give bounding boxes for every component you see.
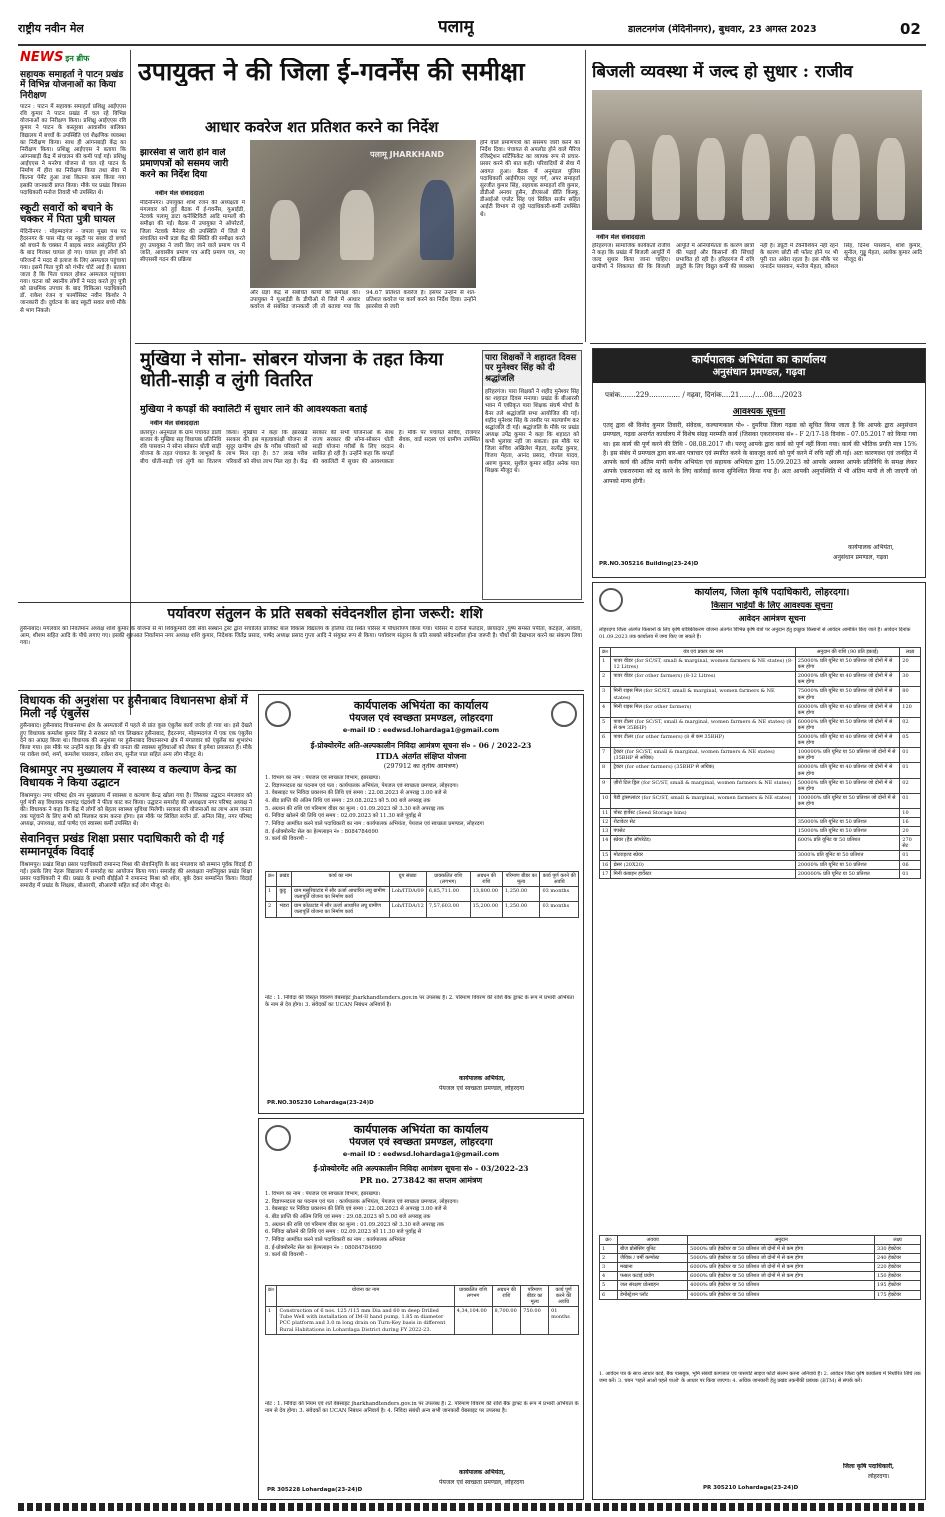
bijli-bottom-rule	[590, 343, 926, 344]
table-cell: 200000% प्रति यूनिट या 50 प्रतिशत	[795, 869, 900, 878]
lead-body-2: और प्रज्ञा केंद्र से संबंधित कार्यों की समीक्षा की। उपायुक्त ने यूआईडी के डीपीओ से जिले में आधार कवरेज से संबंधित जानकारी ली तो बताया गया कि 94.67 प्रतिशत कवरेज है। इसपर उन्होंने से शत-प्रतिशत कवरेज पर कार्य करने का निर्देश दिया। उन्होंने झारसेवा से जारी	[250, 290, 476, 311]
garhwa-pr: PR.NO.305216 Building(23-24)D	[599, 561, 699, 567]
table-cell: 03 months	[540, 902, 579, 917]
notice-item: 8. ई-प्रोक्योरमेंट सेल का हेल्पलाइन नं० : 8084784690	[265, 828, 379, 835]
table-cell: Construction of 6 nos. 125 /115 mm Dia and 60 m deep Drilled Tube Well with installation of IM-II hand pump, 1.85 m diameter PCC platform and 3.0 m long drain on Turn-Key basis in different Rural Habitations in Lohardaga District during FY 2022-23.	[277, 1307, 454, 1334]
table-cell: 12	[600, 818, 611, 827]
mukhiya-byline: नवीन मेल संवाददाता	[150, 420, 199, 427]
table-cell: मखाना	[618, 1263, 688, 1272]
table-row	[600, 1281, 921, 1290]
table-cell: 05	[900, 733, 921, 748]
table-cell: 3	[600, 1263, 618, 1272]
table-header-cell: परिमाण बीडर का मूल्य	[521, 1286, 549, 1307]
table-cell: रोटावेटर सेट	[611, 818, 795, 827]
notice-item: 4. बीड प्राप्ति की अंतिम तिथि एवं समय : 29.08.2023 को 5.00 बजे अपराह्न तक	[265, 1214, 431, 1221]
news-brief-logo	[20, 50, 126, 66]
table-cell: 4,34,104.00	[454, 1307, 492, 1334]
para-body: हरिहरगंज। पारा शिक्षकों ने शहीद मुनेश्वर सिंह का शहादत दिवस मनाया। प्रखंड के बीआरसी भवन में एकीकृत पारा शिक्षक संघर्ष मोर्चा के बैनर तले श्रद्धांजलि सभा आयोजित की गई। शहीद मुनेश्वर सिंह के तस्वीर पर माल्यार्पण कर श्रद्धांजलि दी गई। श्रद्धांजलि के मौके पर प्रखंड अध्यक्ष उपेंद्र कुमार ने कहा कि शहादत को कभी भुलाया नहीं जा सकता। इस मौके पर जिला सचिव अखिलेश मेहता, सत्येंद्र कुमार, विजय मेहता, आनंद प्रसाद, गोपाल यादव, अरुण कुमार, सुशील कुमार सहित अनेक पारा शिक्षक मौजूद थे।	[485, 389, 579, 474]
krishi-table-2	[599, 1235, 921, 1300]
bijli-headline: बिजली व्यवस्था में जल्द हो सुधार : राजीव	[592, 62, 853, 82]
table-row	[600, 717, 921, 732]
table-header-cell: अनुदान की राशि (90 प्रति इकाई)	[795, 648, 900, 657]
table-row	[266, 1307, 579, 1334]
notice-item: 6. निविदा खोलने की तिथि एवं समय : 02.09.2023 को 11.30 बजे पूर्वाह्न से	[265, 813, 422, 820]
table-cell: 06	[900, 860, 921, 869]
table-header-cell: क्र०	[266, 1286, 277, 1307]
mukhiya-subhead: मुखिया ने कपड़ों की क्वालिटी में सुधार लाने की आवश्यकता बताई	[140, 404, 368, 415]
notice-item: 1. विभाग का नाम : पेयजल एवं स्वच्छता विभाग, झारखण्ड।	[265, 775, 381, 781]
table-row	[600, 869, 921, 878]
notice-item: 7. निविदा आमंत्रित करने वाले पदाधिकारी का नाम : कार्यपालक अभियंता, पेयजल एवं स्वच्छता प्रमण्डल, लोहरदगा	[265, 821, 484, 828]
table-cell: 03 months	[540, 887, 579, 902]
table-row	[600, 836, 921, 851]
krishi-notes: 1. आवेदन पत्र के साथ आधार कार्ड, बैंक पासबुक, भूमि संबंधी कागजात एवं पासपोर्ट साइज फोटो संलग्न करना अनिवार्य है। 2. आवेदन जिला कृषि कार्यालय में निर्धारित तिथि तक जमा करें। 3. चयन 'पहले आओ पहले पाओ' के आधार पर किया जाएगा। 4. अधिक जानकारी हेतु प्रखंड तकनीकी प्रबंधक (BTM) से संपर्क करें।	[599, 1371, 921, 1384]
table-cell: 4	[600, 1272, 618, 1281]
table-cell: 5000% प्रति हेक्टेयर या 50 प्रतिशत जो दोनों में से कम होगा	[688, 1245, 875, 1254]
table-row	[600, 808, 921, 817]
table-cell: 5000% प्रति हेक्टेयर या 50 प्रतिशत जो दोनों में से कम होगा	[688, 1254, 875, 1263]
lead-photo	[250, 140, 476, 288]
table-cell: जैविक / वर्मी कम्पोस्ट	[618, 1254, 688, 1263]
ad2-sign-1: कार्यपालक अभियंता,	[459, 1469, 506, 1476]
table-cell	[795, 808, 900, 817]
table-header-cell: लक्ष्य	[900, 648, 921, 657]
table-cell: पावर टीलर (for other farmers) (8 से कम 35BHP)	[611, 733, 795, 748]
table-cell: 75000% प्रति यूनिट या 50 प्रतिशत जो दोनों में से कम होगा	[795, 687, 900, 702]
table-cell: मोटराइज्ड स्प्रेयर	[611, 851, 795, 860]
table-cell: 175 हेक्टेयर	[875, 1290, 921, 1299]
brief-headline-2: स्कूटी सवारों को बचाने के चक्कर में पिता पुत्री घायल	[20, 202, 115, 226]
photo-figure	[652, 135, 680, 220]
krishi-table-header	[600, 648, 921, 657]
table-row	[600, 1254, 921, 1263]
vishrampur-body: विश्रामपुर। नगर परिषद क्षेत्र नप मुख्यालय में स्वास्थ्य व कल्याण केन्द्र खोला गया है। जिसका उद्घाटन मंगलवार को पूर्व मंत्री सह विधायक रामचंद्र चंद्रवंशी ने फीता काट कर किया। उद्घाटन समारोह की अध्यक्षता नगर परिषद अध्यक्ष ने की। विधायक ने कहा कि केंद्र में लोगों को बेहतर स्वास्थ्य सुविधा मिलेगी। सरकार की योजनाओं का लाभ आम जनता तक पहुंचाने के लिए सभी को मिलकर काम करना होगा। इस मौके पर सिविल सर्जन डॉ. अनिल सिंह, नगर परिषद अध्यक्ष, उपाध्यक्ष, वार्ड पार्षद एवं स्वास्थ्य कर्मी उपस्थित थे।	[20, 792, 252, 828]
lead-kicker: झारसेवा से जारी होने वाले प्रमाणपत्रों को ससमय जारी करने का निर्देश दिया	[140, 148, 229, 180]
table-header-cell: अग्रधन की राशि	[492, 1286, 521, 1307]
ad1-sign-1: कार्यपालक अभियंता,	[459, 1075, 506, 1082]
table-cell: पैडी ट्रांसप्लांटर (for SC/ST, small & marginal, women farmers & NE states)	[611, 793, 795, 808]
notice-item: 8. ई-प्रोक्योरमेंट सेल का हेल्पलाइन नं० : 08084784690	[265, 1244, 382, 1251]
table-cell: 1	[266, 1307, 277, 1334]
ad1-scheme: ITDA अंतर्गत संक्षिप्त योजना	[375, 752, 467, 761]
jharkhand-emblem	[551, 701, 577, 727]
paryavaran-headline: पर्यावरण संतुलन के प्रति सबको संवेदनशील होना जरूरी: शशि	[167, 606, 483, 622]
ad1-office: कार्यपालक अभियंता का कार्यालय	[353, 699, 489, 712]
table-row	[600, 748, 921, 763]
ad2-items	[265, 1191, 579, 1260]
sevanivritt-headline: सेवानिवृत्त प्रखंड शिक्षा प्रसार पदाधिकारी को दी गई सम्मानपूर्वक विदाई	[20, 832, 224, 858]
ad2-email: e-mail ID : eedwsd.lohardaga1@gmail.com	[342, 1151, 500, 1158]
ad1-sign-2: पेयजल एवं स्वच्छता प्रमण्डल, लोहरदगा	[439, 1085, 525, 1092]
ad2-sign-2: पेयजल एवं स्वच्छता प्रमण्डल, लोहरदगा	[439, 1479, 525, 1486]
ad1-items	[265, 775, 579, 844]
table-row	[266, 887, 579, 902]
table-cell: 15,200.00	[470, 902, 502, 917]
jharkhand-emblem	[265, 701, 291, 727]
table-cell: 5	[600, 1281, 618, 1290]
table-row	[600, 1272, 921, 1281]
news-logo: NEWS	[20, 50, 64, 65]
table-cell: 01	[900, 748, 921, 763]
table-cell: 6	[600, 733, 611, 748]
table-cell: मिनी राइस मिल (for SC/ST, small & marginal, women farmers & NE states)	[611, 687, 795, 702]
table-cell: 600% प्रति यूनिट या 50 प्रतिशत	[795, 836, 900, 851]
peyjal-ad-1	[258, 694, 584, 1114]
table-cell: 02	[900, 778, 921, 793]
paryavaran-bottom-rule	[18, 690, 584, 691]
brief-rule	[130, 50, 131, 360]
table-cell: पावर वीडर (for SC/ST, small & marginal, women farmers & NE states) (8-12 Litres)	[611, 657, 795, 672]
table-cell: 80	[900, 687, 921, 702]
table-cell: पावर टीलर (for SC/ST, small & marginal, women farmers & NE states) (8 से कम 35BHP)	[611, 717, 795, 732]
table-cell: 1,250.00	[502, 902, 540, 917]
lead-body-3: होने वाले प्रमाणपत्रों को ससमय जारी करने का निर्देश दिया। पंचायत से अपलोड होने वाले मैरिज रजिस्ट्रेशन सर्टिफिकेट का व्यापक रूप से प्रचार-प्रसार करने की बात कही। परिवादियों से सेवा में अवगत हुआ। बैठक में अनुमंडल पुलिस पदाधिकारी आईपीएस जहूर गर्ग, अपर समाहर्ता सुरजीत कुमार सिंह, सहायक समाहर्ता रवि कुमार, डीडीओ अनवर हुसैन, डीएसओ प्रीति किस्कू, डीआईओ एप्लेट सिंह एवं सिविल सर्जन सहित आईटी विभाग से जुड़े पदाधिकारी-कर्मी उपस्थित थे।	[480, 140, 580, 218]
garhwa-office: कार्यपालक अभियंता का कार्यालय	[691, 353, 827, 366]
ad1-footnotes: नोट : 1. निविदा की विस्तृत विवरण वेबसाइट jharkhandtenders.gov.in पर उपलब्ध है। 2. परिमाण विवरण की राशि बैंक ड्राफ्ट के रूप में प्रभारी अभियंता के नाम से देय होगा। 3. संवेदकों का UCAN निबंधन अनिवार्य है।	[265, 995, 574, 1009]
ad1-table	[265, 871, 579, 918]
ad2-dept: पेयजल एवं स्वच्छता प्रमण्डल, लोहरदगा	[349, 1137, 493, 1148]
table-cell: 20000% प्रति यूनिट या 50 प्रतिशत	[795, 860, 900, 869]
table-cell: 8,700.00	[492, 1307, 521, 1334]
table-cell: मिनी कंबाइन हार्वेस्टर	[611, 869, 795, 878]
garhwa-sign-1: कार्यपालक अभियंता,	[848, 544, 894, 551]
notice-item: 2. विज्ञापनदाता का पदनाम एवं पता : कार्यपालक अभियंता, पेयजल एवं स्वच्छता प्रमण्डल, लोहरदगा।	[265, 782, 459, 789]
table-header-cell: कार्य पूर्ण करने की अवधि	[540, 872, 579, 887]
jharkhand-emblem	[265, 1125, 291, 1151]
table-cell: 15	[600, 851, 611, 860]
table-cell: 60000% प्रति यूनिट या 50 प्रतिशत जो दोनों में से कम होगा	[795, 717, 900, 732]
garhwa-ad	[592, 348, 926, 578]
ad2-table-header	[266, 1286, 579, 1307]
table-row	[600, 1263, 921, 1272]
krishi-pr: PR 305210 Lohardaga(23-24)D	[703, 1485, 799, 1491]
table-cell: 50000% प्रति यूनिट या 40 प्रतिशत जो दोनों में से कम होगा	[795, 733, 900, 748]
vidhayak-body: हुसैनाबाद। हुसैनाबाद विधानसभा क्षेत्र के अस्पतालों में पहले से प्रांत कुछ एंबुलेंस कार्य जर्जर हो गया था। इसे देखते हुए विधायक कमलेश कुमार सिंह ने सरकार को पत्र लिखकर हुसैनाबाद, हैदरनगर, मोहम्मदगंज में एक एक एंबुलेंस देने का आग्रह किया था। विधायक की अनुशंसा पर हुसैनाबाद विधानसभा क्षेत्र में मंगलवार को एंबुलेंस का शुभारंभ किया गया। इस मौके पर उन्होंने कहा कि क्षेत्र की जनता की स्वास्थ्य सुविधाओं को लेकर वे हमेशा प्रयासरत हैं। मौके पर राकेश वर्मा, शर्मा, कमलेश पासवान, राकेश राम, सुनील पाल सहित अन्य लोग मौजूद थे।	[20, 723, 252, 759]
table-header-cell: योजना का नाम	[277, 1286, 454, 1307]
section-name: पलामू	[438, 17, 474, 37]
krishi-table	[599, 647, 921, 879]
table-cell: 20	[900, 827, 921, 836]
photo-figure	[697, 138, 725, 220]
table-cell: 9	[600, 778, 611, 793]
table-row	[600, 1245, 921, 1254]
table-cell: 220 हेक्टेयर	[875, 1263, 921, 1272]
photo-figure	[742, 134, 770, 220]
sevanivritt-body: विश्रामपुर। प्रखंड शिक्षा प्रसार पदाधिकारी रामानन्द मिश्रा की सेवानिवृत्ति के बाद मंगलवार को सम्मान पूर्वक विदाई दी गई। इसके लिए नेहरू विद्यालय में समारोह का आयोजन किया गया। समारोह की अध्यक्षता नवनियुक्त प्रखंड शिक्षा प्रसार पदाधिकारी ने की। प्रखंड के प्रभारी बीईईओ ने रामानन्द मिश्रा को शॉल, बुके देकर सम्मानित किया। विदाई समारोह में प्रखंड के शिक्षक, बीआरपी, सीआरपी सहित कई लोग मौजूद थे।	[20, 861, 252, 890]
table-header-cell: यंत्र एवं प्रकार का नाम	[611, 648, 795, 657]
table-cell: भंडरा	[277, 902, 292, 917]
photo-figure	[607, 140, 635, 220]
krishi-sub: किसान भाईयों के लिए आवश्यक सूचना	[711, 601, 833, 611]
table-cell: मिनी राइस मिल (for other farmers)	[611, 702, 795, 717]
table-cell: डेमोंस्ट्रेशन प्लॉट	[618, 1290, 688, 1299]
table-cell: 16	[900, 818, 921, 827]
table-cell: 14	[600, 836, 611, 851]
table-cell: बीज प्रोसेसिंग यूनिट	[618, 1245, 688, 1254]
table-cell: स्प्रेयर (हैंड ऑपरेटेड)	[611, 836, 795, 851]
table-header-cell: क्र०	[266, 872, 277, 887]
ad1-pr: PR.NO.305230 Lohardaga(23-24)D	[267, 1100, 374, 1106]
photo-figure	[420, 180, 454, 260]
lead-right-rule	[585, 50, 586, 342]
table-header-cell: प्राक्कलित राशि (लगभग)	[426, 872, 470, 887]
lead-subhead: आधार कवरेज शत प्रतिशत करने का निर्देश	[205, 118, 439, 136]
paper-name: राष्ट्रीय नवीन मेल	[18, 22, 84, 35]
table-header-cell: कार्य का नाम	[292, 872, 389, 887]
table-cell: 7,57,603.00	[426, 902, 470, 917]
table-row	[600, 851, 921, 860]
ad1-dept: पेयजल एवं स्वच्छता प्रमण्डल, लोहरदगा	[349, 713, 493, 724]
lead-bottom-rule	[135, 343, 583, 344]
table-cell: ग्राम मसूरियाटांड में सौर ऊर्जा आधारित लघु ग्रामीण जलापूर्ति योजना का निर्माण कार्य	[292, 887, 389, 902]
mukhiya-headline: मुखिया ने सोना- सोबरन योजना के तहत किया धोती-साड़ी व लुंगी वितरित	[140, 350, 444, 391]
vidhayak-column	[20, 694, 252, 1494]
garhwa-dept: अनुसंधान प्रमण्डल, गढ़वा	[712, 367, 806, 378]
table-cell: 270 सेट	[900, 836, 921, 851]
table-cell: 100000% प्रति यूनिट या 50 प्रतिशत जो दोनों में से कम होगा	[795, 793, 900, 808]
table-cell: 17	[600, 869, 611, 878]
table-cell: 13	[600, 827, 611, 836]
table-cell: फसल कटाई प्रयोग	[618, 1272, 688, 1281]
table-row	[600, 827, 921, 836]
table-row	[600, 860, 921, 869]
ad1-prno: (297912 का तृतीय आमंत्रण)	[383, 763, 459, 770]
table-cell: 01	[900, 793, 921, 808]
table-cell: 4000% प्रति हेक्टेयर या 50 प्रतिशत	[688, 1281, 875, 1290]
table-cell: Loh/ITDA/12	[389, 902, 426, 917]
table-cell: 01	[900, 851, 921, 860]
brief-logo: इन ब्रीफ	[65, 54, 90, 63]
bijli-body: हरिहरगंज। सामाजिक कार्यकर्ता राजीव ने कहा कि प्रखंड में बिजली आपूर्ति में जल्द सुधार किया जाना चाहिए। ग्रामीणों ने शिकायत की कि बिजली आपूर्ति में अनियमितता के कारण छात्रों की पढ़ाई और किसानों की सिंचाई प्रभावित हो रही है। हरिहरगंज में रात्रि ड्यूटी के लिए विद्युत कर्मी की व्यवस्था नहीं है। ड्यूटी में टेक्नीशियन नहीं रहने के कारण छोटी सी फॉल्ट होने पर भी पूरी रात अंधेरा रहता है। इस मौके पर जनार्दन पासवान, मनोज मेहता, कौशल सिंह, दिनेश पासवान, शशि कुमार, सुनील, गुड्डू मेहता, अलोक कुमार आदि मौजूद थे।	[592, 243, 922, 271]
ad1-notice: ई-प्रोक्योरमेंट अति-अल्पकालीन निविदा आमंत्रण सूचना सं० - 06 / 2022-23	[310, 741, 532, 750]
ad1-table-header	[266, 872, 579, 887]
table-header-cell: परिमाण बीडर का मूल्य	[502, 872, 540, 887]
table-cell: 330 हेक्टेयर	[875, 1245, 921, 1254]
krishi-office: कार्यालय, जिला कृषि पदाधिकारी, लोहरदगा।	[694, 587, 850, 598]
table-header-cell: प्रखंड	[277, 872, 292, 887]
ad2-pr: PR 305228 Lohardaga(23-24)D	[267, 1487, 363, 1493]
table-header-cell: कार्य पूर्ण करने की अवधि	[549, 1286, 579, 1307]
table-row	[600, 778, 921, 793]
table-cell: Loh/ITDA/09	[389, 887, 426, 902]
table-cell: 2	[600, 1254, 618, 1263]
jharkhand-emblem	[599, 588, 623, 612]
peyjal-ad-2	[258, 1118, 584, 1500]
ad2-notice: ई-प्रोक्योरमेंट अति अल्पकालीन निविदा आमंत्रण सूचना सं० - 03/2022-23	[313, 1164, 529, 1173]
table-row	[600, 702, 921, 717]
table-row	[600, 818, 921, 827]
table-header-cell: प्राक्कलित राशि लगभग	[454, 1286, 492, 1307]
masthead	[18, 14, 928, 44]
table-cell: थ्रेसर (20X20)	[611, 860, 795, 869]
table-cell: 6,85,711.00	[426, 887, 470, 902]
table-cell: 6000% प्रति हेक्टेयर या 50 प्रतिशत जो दोनों में से कम होगा	[688, 1263, 875, 1272]
table-cell: 80000% प्रति यूनिट या 40 प्रतिशत जो दोनों में से कम होगा	[795, 763, 900, 778]
table-cell: 01	[900, 869, 921, 878]
notice-item: 7. निविदा आमंत्रित करने वाले पदाधिकारी का नाम : कार्यपालक अभियंता	[265, 1237, 406, 1244]
photo-figure	[787, 136, 815, 220]
krishi-sign-1: जिला कृषि पदाधिकारी,	[843, 1463, 895, 1470]
table-cell: 13,800.00	[470, 887, 502, 902]
page-number: 02	[900, 20, 921, 38]
table-cell: 750.00	[521, 1307, 549, 1334]
table-row	[600, 763, 921, 778]
table-cell: 8	[600, 763, 611, 778]
table-cell: 195 हेक्टेयर	[875, 1281, 921, 1290]
table-header-cell: अवयव	[618, 1236, 688, 1245]
table-header-cell: अग्रधन की राशि	[470, 872, 502, 887]
table-cell: 16	[600, 860, 611, 869]
photo-figure	[340, 190, 374, 260]
table-cell: 2	[266, 902, 277, 917]
table-cell: 6	[600, 1290, 618, 1299]
table-cell: 35000% प्रति यूनिट या 50 प्रतिशत	[795, 818, 900, 827]
table-row	[266, 902, 579, 917]
notice-item: 4. बीड प्राप्ति की अंतिम तिथि एवं समय : 29.08.2023 को 5.00 बजे अपराह्न तक	[265, 798, 431, 805]
bottom-border-strip	[18, 1503, 926, 1511]
table-cell: 1	[266, 887, 277, 902]
table-cell: पावर वीडर (for other farmers) (8-12 Litres)	[611, 672, 795, 687]
table-header-cell: क्र०	[600, 648, 611, 657]
table-header-cell: अनुदान	[688, 1236, 875, 1245]
table-cell: 11	[600, 808, 611, 817]
paryavaran-body: हुसैनाबाद। मंगलवार को निवर्तमान अध्यक्ष शशि कुमार के योजना से मां शिवकुमारी देवी सेवा संस्थान ट्रस्ट द्वारा संचालित प्रोजेक्ट बाल विकास विद्यालय के होलेया रोड स्थित परिसर में पौधारोपण किया गया। परिसर में दर्जनों फलदार, छायादार ,पुष्प समस्त पपीता, कटहल, आंवला, आम, शीशम सहित आदि के पौधे लगाए गए। इसकी शुरुआत निवर्तमान नगर अध्यक्ष शशि कुमार, निदेशक जितेंद्र प्रसाद, पार्षद अध्यक्ष प्रसाद गुप्ता आदि ने संयुक्त रूप से किया। पर्यावरण संतुलन के प्रति सबको संवेदनशील होना जरूरी है। पौधों की देखभाल करने का संकल्प लिया गया।	[20, 626, 582, 647]
garhwa-title: आवश्यक सूचना	[732, 407, 786, 417]
ad2-prno: PR no. 273842 का सप्तम आमंत्रण	[359, 1176, 483, 1185]
krishi-intro: लोहरदगा जिला अंतर्गत किसानों के लिए कृषि यांत्रिकीकरण योजना अंतर्गत विभिन्न कृषि यंत्रों पर अनुदान हेतु इच्छुक किसानों से आवेदन आमंत्रित किए जाते हैं। आवेदन दिनांक 01.09.2023 तक कार्यालय में जमा किए जा सकते हैं।	[599, 627, 911, 640]
bijli-byline: नवीन मेल संवाददाता	[596, 234, 645, 241]
table-cell: 25000% प्रति यूनिट या 50 प्रतिशत जो दोनों में से कम होगा	[795, 657, 900, 672]
table-row	[600, 1290, 921, 1299]
table-cell: 4	[600, 702, 611, 717]
table-cell: 4000% प्रति हेक्टेयर या 50 प्रतिशत	[688, 1290, 875, 1299]
table-cell: 3	[600, 687, 611, 702]
notice-item: 3. वेबसाइट पर निविदा प्रकाशन की तिथि एवं समय : 22.08.2023 से अपराह्न 3.00 बजे से	[265, 790, 447, 797]
notice-item: 2. विज्ञापनदाता का पदनाम एवं पता : कार्यपालक अभियंता, पेयजल एवं स्वच्छता प्रमण्डल, लोहरदगा।	[265, 1198, 459, 1205]
table-cell: ग्राम कोठाटांड में सौर ऊर्जा आधारित लघु ग्रामीण जलापूर्ति योजना का निर्माण कार्य	[292, 902, 389, 917]
krishi-title: आवेदन आमंत्रण सूचना	[738, 614, 806, 623]
krishi-sign-2: लोहरदगा।	[868, 1473, 890, 1480]
notice-item: 1. विभाग का नाम : पेयजल एवं स्वच्छता विभाग, झारखण्ड।	[265, 1191, 381, 1197]
garhwa-body: एतद् द्वारा श्री विनोद कुमार तिवारी, संवेदक, कल्याणकाल पो० - दुमरिया जिला गढ़वा को सूचित किया जाता है कि आपके द्वारा अनुसंधान प्रमण्डल, गढ़वा अन्तर्गत कार्यालय में विशेष संग्रह मरम्मति कार्य (जिसका एकरारनामा सं० - F 2/17-18 दिनांक - 07.05.2017 को किया गया था। इस कार्य की पूर्ण करने की तिथि - 08.08.2017 थी। परन्तु आपके द्वारा कार्य को पूर्ण नहीं किया गया। कार्य की भौतिक प्रगति मात्र 15% है। इस संबंध में प्रमण्डल द्वारा बार-बार पत्राचार एवं स्मारित करने के बावजूद कार्य को पूर्ण करने में रुचि नहीं ली गई। अतः कारणवश एवं जनहित में आपके कार्य की अंतिम मापी कनीय अभियंता एवं सहायक अभियंता द्वारा 15.09.2023 को आपके अवस्था आपके प्रतिनिधि के समक्ष लेकर आपके एकरारनामा को रद्द करने के लिए कार्रवाई करना सुनिश्चित किया गया है। अतः आपकी अनुपस्थिति में भी अंतिम मापी ले ली जाएगी जो आपको मान्य होगी।	[603, 422, 917, 485]
table-cell: जल संरक्षण प्रोत्साहन	[618, 1281, 688, 1290]
dateline: डालटनगंज (मेदिनीनगर), बुधवार, 23 अगस्त 2023	[628, 24, 817, 35]
table-cell: 10	[600, 793, 611, 808]
table-row	[600, 687, 921, 702]
photo-figure	[270, 200, 300, 260]
table-cell: कुडू	[277, 887, 292, 902]
mukhiya-body: छतरपुर। अनुमंडल के ग्राम पंचायत डाली बाजार के मुखिया सह विधायक प्रतिनिधि रवि पासवान ने सोना सोबरन धोती साड़ी योजना के तहत पंचायत के लाभुकों के बीच धोती-साड़ी एवं लुंगी का वितरण किया। मुखिया ने कहा कि झारखंड सरकार की इस महत्वाकांक्षी योजना से सुदूर ग्रामीण क्षेत्र के गरीब परिवारों को लाभ मिल रहा है। 57 लाख गरीब परिवारों को सीधा लाभ मिल रहा है। केंद्र सरकार की सभी योजनाओं के साथ राज्य सरकार की सोना-सोबरन धोती साड़ी योजना गरीबों के लिए वरदान साबित हो रही है। उन्होंने कहा कि कपड़ों की क्वालिटी में सुधार की आवश्यकता है। मौके पर पंचायत सचिव, रोजगार सेवक, वार्ड सदस्य एवं ग्रामीण उपस्थित थे।	[140, 430, 480, 465]
table-cell: पोस्ट हार्वेस्ट (Seed Storage bins)	[611, 808, 795, 817]
ad2-office: कार्यपालक अभियंता का कार्यालय	[353, 1123, 489, 1136]
lead-headline: उपायुक्त ने की जिला ई-गवर्नेंस की समीक्षा	[138, 58, 525, 86]
table-row	[600, 793, 921, 808]
table-row	[600, 672, 921, 687]
table-cell: पंपसेट	[611, 827, 795, 836]
table-row	[600, 733, 921, 748]
ad1-email: e-mail ID : eedwsd.lohardaga1@gmail.com	[342, 727, 500, 734]
notice-item: 5. अग्रधन की राशि एवं परिमाण वीडर का मूल्य : 01.09.2023 को 3.30 बजे अपराह्न तक	[265, 805, 444, 812]
table-cell: 60000% प्रति यूनिट या 40 प्रतिशत जो दोनों में से कम होगा	[795, 702, 900, 717]
table-cell: 1	[600, 657, 611, 672]
table-cell: 120	[900, 702, 921, 717]
table-cell: 7	[600, 748, 611, 763]
garhwa-ref: पत्रांक.......229.............. / गढ़वा, दिनांक....21....../....08..../2023	[605, 391, 802, 399]
table-header-cell: लक्ष्य	[875, 1236, 921, 1245]
krishi-ad	[592, 582, 926, 1500]
masthead-rule	[18, 44, 926, 46]
table-row	[600, 657, 921, 672]
notice-item: 6. निविदा खोलने की तिथि एवं समय : 02.09.2023 को 11.30 बजे पूर्वाह्न से	[265, 1229, 422, 1236]
para-shikshak-box	[482, 350, 582, 600]
table-cell: 15000% प्रति यूनिट या 50 प्रतिशत	[795, 827, 900, 836]
brief-body-1: पाटन : पाटन में सहायक समाहर्ता प्रशिक्षु आईएएस रवि कुमार ने पाटन प्रखंड में चल रहे विभिन्न योजनाओं का निरीक्षण किया। प्रशिक्षु आईएएस रवि कुमार ने पाटन के कस्तूरबा आवासीय बालिका विद्यालय में बच्चों के उपस्थिति एवं शैक्षणिक व्यवस्था का निरीक्षण किया। साथ ही आंगनबाड़ी केंद्र का निरीक्षण किया। प्रशिक्षु आईएएस ने बताया कि आंगनबाड़ी केंद्र में संचालन की कमी पाई गई। प्रशिक्षु आईएएस ने मनरेगा योजना से चल रहे पाटन के निर्माण में हीरा का निरीक्षण किया तथा सेवा में कितना पेमेंट हुआ तथा कितना काम किया गया इसकी जानकारी प्राप्त किया। मौके पर प्रखंड विकास पदाधिकारी मनोज तिवारी भी उपस्थित थे।	[20, 103, 126, 196]
table-cell: 6000% प्रति हेक्टेयर या 50 प्रतिशत जो दोनों में से कम होगा	[688, 1272, 875, 1281]
table-cell: 5	[600, 717, 611, 732]
table-cell: ट्रैक्टर (for other farmers) (35BHP से अधिक)	[611, 763, 795, 778]
table-cell: 1,250.00	[502, 887, 540, 902]
notice-item: 9. कार्य की विवरणी -	[265, 1252, 308, 1259]
bijli-photo	[592, 90, 922, 230]
table-cell: 20000% प्रति यूनिट या 40 प्रतिशत जो दोनों में से कम होगा	[795, 672, 900, 687]
table-cell: 3000% प्रति यूनिट या 50 प्रतिशत	[795, 851, 900, 860]
lead-byline: नवीन मेल संवाददाता	[155, 190, 204, 197]
table-cell: 01	[900, 763, 921, 778]
brief-headline-1: सहायक समाहर्ता ने पाटन प्रखंड में विभिन्न योजनाओं का किया निरीक्षण	[20, 69, 124, 101]
table-cell: 1	[600, 1245, 618, 1254]
table-header-cell: ग्रुप संख्या	[389, 872, 426, 887]
table-cell: 30	[900, 672, 921, 687]
table-header-cell: क्र०	[600, 1236, 618, 1245]
table-cell: 02	[900, 717, 921, 732]
krishi-table-2-header	[600, 1236, 921, 1245]
photo-figure	[877, 138, 905, 220]
photo-figure	[832, 134, 860, 220]
garhwa-sign-2: अनुसंधान प्रमण्डल, गढ़वा	[833, 554, 889, 561]
photo-sign-text: पलामू JHARKHAND	[370, 150, 445, 159]
table-cell: ट्रैक्टर (for SC/ST, small & marginal, women farmers & NE states) (35BHP से अधिक)	[611, 748, 795, 763]
ad2-table	[265, 1285, 579, 1335]
notice-item: 3. वेबसाइट पर निविदा प्रकाशन की तिथि एवं समय : 22.08.2023 से अपराह्न 3.00 बजे से	[265, 1206, 447, 1213]
para-title: पारा शिक्षकों ने शहादत दिवस पर मुनेश्वर सिंह को दी श्रद्धांजलि	[483, 351, 581, 386]
notice-item: 9. कार्य की विवरणी -	[265, 836, 308, 843]
table-cell: 50000% प्रति यूनिट या 50 प्रतिशत जो दोनों में से कम होगा	[795, 778, 900, 793]
ad2-footnotes: नोट : 1. निविदा की नियम एवं शर्तें वेबसाइट jharkhandtenders.gov.in पर उपलब्ध है। 2. परिमाण विवरण की राशि बैंक ड्राफ्ट के रूप में प्रभारी अभियंता के नाम से देय होगा। 3. संवेदकों का UCAN निबंधन अनिवार्य है। 4. निविदा संबंधी अन्य सभी जानकारी वेबसाइट पर उपलब्ध है।	[265, 1401, 579, 1415]
paryavaran-top-rule	[18, 602, 584, 603]
table-cell: ज़ीरो टिल ड्रिल (for SC/ST, small & marginal, women farmers & NE states)	[611, 778, 795, 793]
vidhayak-headline: विधायक की अनुशंसा पर हुसैनाबाद विधानसभा क्षेत्रों में मिली नई एंबुलेंस	[20, 694, 248, 721]
table-cell: 20	[900, 657, 921, 672]
table-cell: 240 हेक्टेयर	[875, 1254, 921, 1263]
table-cell: 150 हेक्टेयर	[875, 1272, 921, 1281]
table-cell: 10	[900, 808, 921, 817]
lead-body-1: मेदिनीनगर। उपायुक्त शशि रंजन की अध्यक्षता में मंगलवार को हुई बैठक में ई-गवर्नेंस, यूआईडी, नेटवर्क पलामू डाटा कनेक्टिविटी आदि मामलों की समीक्षा की गई। बैठक में उपायुक्त ने ऑपरेटरों, जिला नेटवर्क मैनेजर की उपस्थिति में जिले में संचालित सभी प्रज्ञा केंद्र की स्थिति की समीक्षा करते हुए उपायुक्त ने जारी किए जाने वाले प्रमाण पत्र में जाति, आवासीय प्रमाण पत्र आदि प्रमाण पत्र, नए सीएससी गठन की प्रक्रिया	[140, 200, 245, 264]
table-cell: 2	[600, 672, 611, 687]
brief-body-2: मेदिनीनगर : मोहम्मदगंज - जपला मुख्य पथ पर हैदरनगर के पास मोड़ पर स्कूटी पर सवार दो बच्चों को बचाने के चक्कर में बाइक सवार असंतुलित होने के बाद गिरकर घायल हो गए। घायल हुए लोगों को परिजनों ने मदद से इलाज के लिए अस्पताल पहुंचाया गया। इसमें पिता पुत्री को गंभीर चोटें आई हैं। बताया जाता है कि पिता घायल होकर अस्पताल पहुंचाया गया। घटना को स्थानीय लोगों ने मदद करते हुए पुत्री को प्राथमिक उपचार के बाद चिकित्सा पदाधिकारी डॉ. राकेश रंजन व फार्मासिस्ट नवीन किशोर ने जानकारी दी। दुर्घटना के बाद स्कूटी सवार बच्चे मौके से भाग निकले।	[20, 228, 126, 314]
table-cell: 100000% प्रति यूनिट या 50 प्रतिशत जो दोनों में से कम होगा	[795, 748, 900, 763]
vishrampur-headline: विश्रामपुर नप मुख्यालय में स्वास्थ्य व कल्याण केन्द्र का विधायक ने किया उद्घाटन	[20, 763, 237, 789]
table-cell: 01 months	[549, 1307, 579, 1334]
notice-item: 5. अग्रधन की राशि एवं परिमाण वीडर का मूल्य : 01.09.2023 को 3.30 बजे अपराह्न तक	[265, 1221, 444, 1228]
